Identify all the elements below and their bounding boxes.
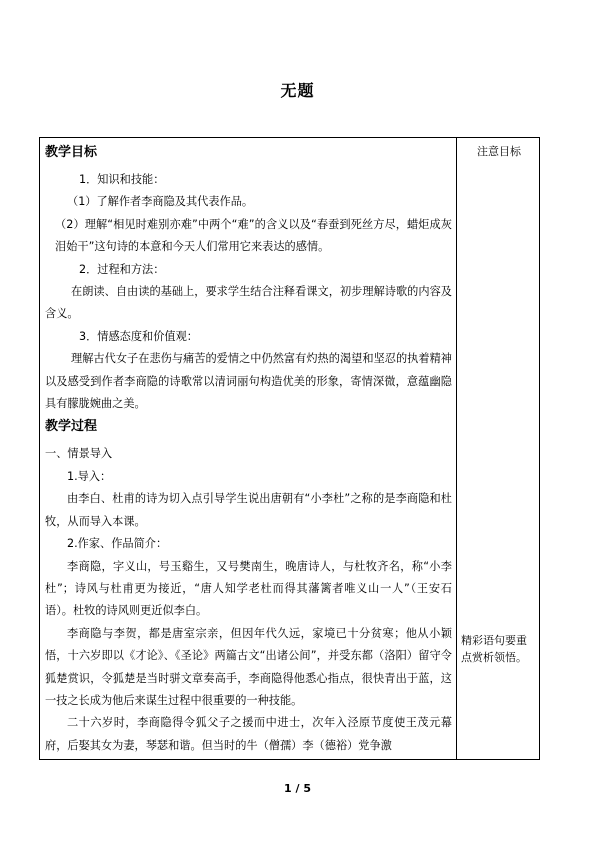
process-item: 2.作家、作品简介： xyxy=(67,537,168,551)
process-item: 二十六岁时，李商隐得令狐父子之援而中进士，次年入泾原节度使王茂元幕府，后娶其女为妻，琴瑟和谐。但当时的牛（僧孺）李（德裕）党争激 xyxy=(45,716,452,752)
process-item: 李商隐与李贺，都是唐室宗亲，但因年代久远，家境已十分贫寒；他从小颖悟，十六岁即以《才论》、《圣论》两篇古文“出诸公间”，并受东都（洛阳）留守令狐楚赏识，令狐楚是当时骈文章奏高手，李商隐得他悉心指点，很快青出于蓝，这一技之长成为他后来谋生过程中很重要的一种技能。 xyxy=(45,626,452,707)
objective-item: 理解古代女子在悲伤与痛苦的爱情之中仍然富有灼热的渴望和坚忍的执着精神以及感受到作者李商隐的诗歌常以清词丽句构造优美的形象，寄情深微，意蕴幽隐具有朦胧婉曲之美。 xyxy=(45,352,452,411)
main-column xyxy=(45,141,452,757)
process-item: 李商隐，字义山，号玉谿生，又号樊南生，晚唐诗人，与杜牧齐名，称“小李杜”；诗风与杜甫更为接近，“唐人知学老杜而得其藩篱者唯义山一人”（王安石语）。杜牧的诗风则更近似李白。 xyxy=(45,559,452,618)
process-item: 1.导入： xyxy=(67,469,112,483)
objective-item: （1）了解作者李商隐及其代表作品。 xyxy=(67,195,254,209)
process-item: 由李白、杜甫的诗为切入点引导学生说出唐朝有“小李杜”之称的是李商隐和杜牧，从而导入本课。 xyxy=(45,492,452,528)
objective-item: 2．过程和方法： xyxy=(79,262,165,276)
objective-item: 3．情感态度和价值观： xyxy=(79,329,198,343)
objective-item: （2）理解“相见时难别亦难”中两个“难”的含义以及“春蚕到死丝方尽，蜡炬成灰泪始干”这句诗的本意和今天人们常用它来表达的感情。 xyxy=(55,217,452,254)
sidebar-note-objectives: 注意目标 xyxy=(477,145,521,158)
objective-item: 1．知识和技能： xyxy=(79,173,165,186)
sidebar-note-reading: 精彩语句要重点赏析领悟。 xyxy=(461,634,527,664)
objective-item: 在朗读、自由读的基础上，要求学生结合注释看课文，初步理解诗歌的内容及含义。 xyxy=(45,285,452,321)
page-number: 1 / 5 xyxy=(284,782,311,795)
process-item: 一、情景导入 xyxy=(45,447,113,461)
section-heading-process: 教学过程 xyxy=(45,419,98,435)
column-divider xyxy=(456,137,457,760)
page-title: 无题 xyxy=(280,81,315,100)
section-heading-objectives: 教学目标 xyxy=(45,145,98,160)
